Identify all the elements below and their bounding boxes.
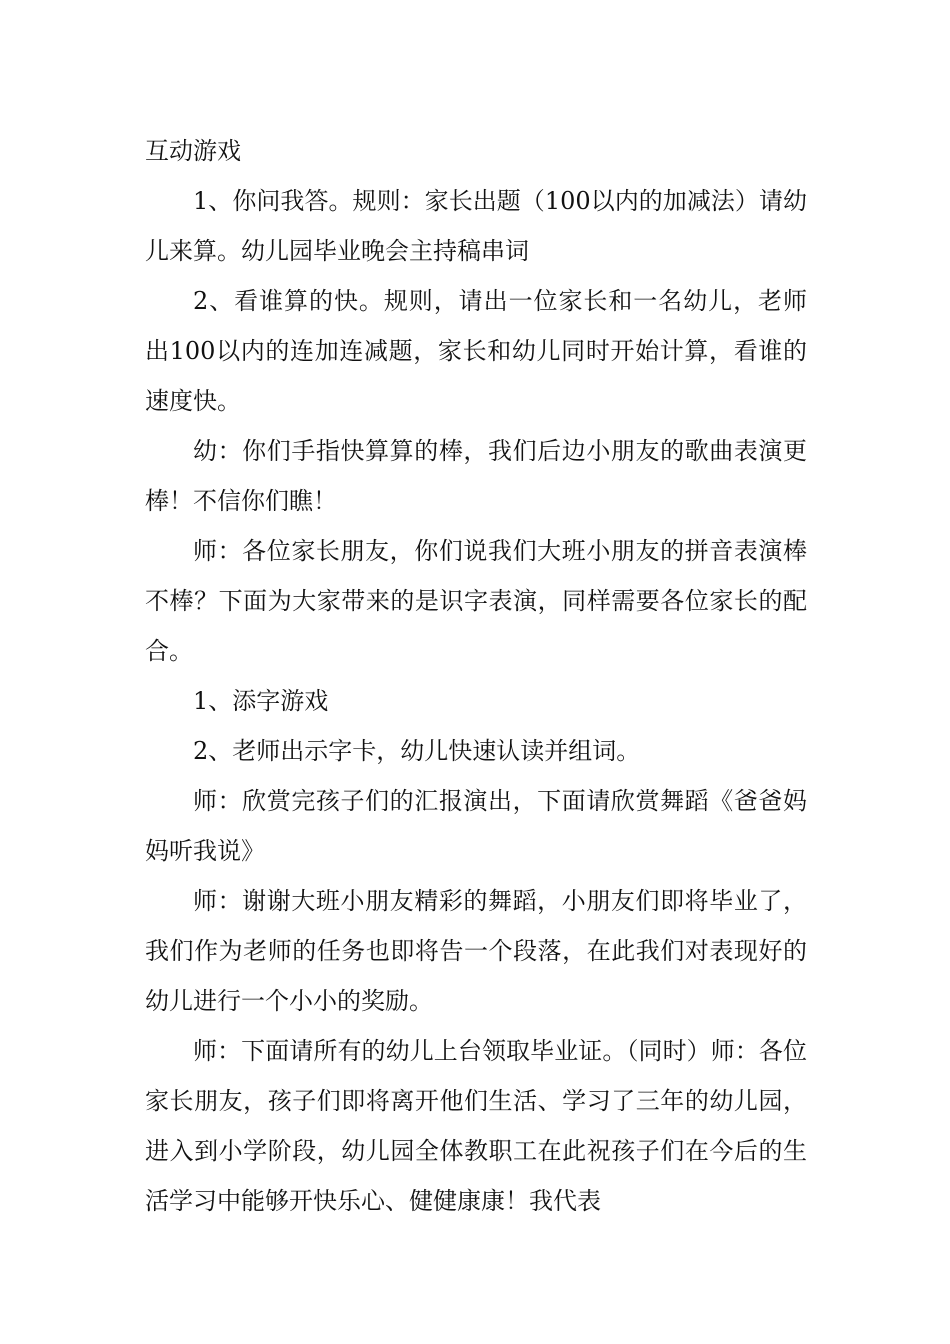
paragraph: 师：各位家长朋友，你们说我们大班小朋友的拼音表演棒不棒？下面为大家带来的是识字表演，同样需要各位家长的配合。 xyxy=(145,537,807,665)
document-body xyxy=(145,126,807,1226)
paragraph: 1、添字游戏 xyxy=(193,687,329,715)
heading-paragraph: 互动游戏 xyxy=(145,137,241,165)
paragraph: 师：下面请所有的幼儿上台领取毕业证。（同时）师：各位家长朋友，孩子们即将离开他们生活、学习了三年的幼儿园，进入到小学阶段，幼儿园全体教职工在此祝孩子们在今后的生活学习中能够开快乐心、健健康康！我代表 xyxy=(145,1037,807,1215)
paragraph: 师：欣赏完孩子们的汇报演出，下面请欣赏舞蹈《爸爸妈妈听我说》 xyxy=(145,787,807,865)
paragraph: 2、老师出示字卡，幼儿快速认读并组词。 xyxy=(193,737,641,765)
paragraph: 2、看谁算的快。规则，请出一位家长和一名幼儿，老师出100以内的连加连减题，家长和幼儿同时开始计算，看谁的速度快。 xyxy=(145,287,807,415)
paragraph: 幼：你们手指快算算的棒，我们后边小朋友的歌曲表演更棒！不信你们瞧！ xyxy=(145,437,807,515)
paragraph: 师：谢谢大班小朋友精彩的舞蹈，小朋友们即将毕业了，我们作为老师的任务也即将告一个段落，在此我们对表现好的幼儿进行一个小小的奖励。 xyxy=(145,887,807,1015)
paragraph: 1、你问我答。规则：家长出题（100以内的加减法）请幼儿来算。幼儿园毕业晚会主持稿串词 xyxy=(145,187,807,265)
